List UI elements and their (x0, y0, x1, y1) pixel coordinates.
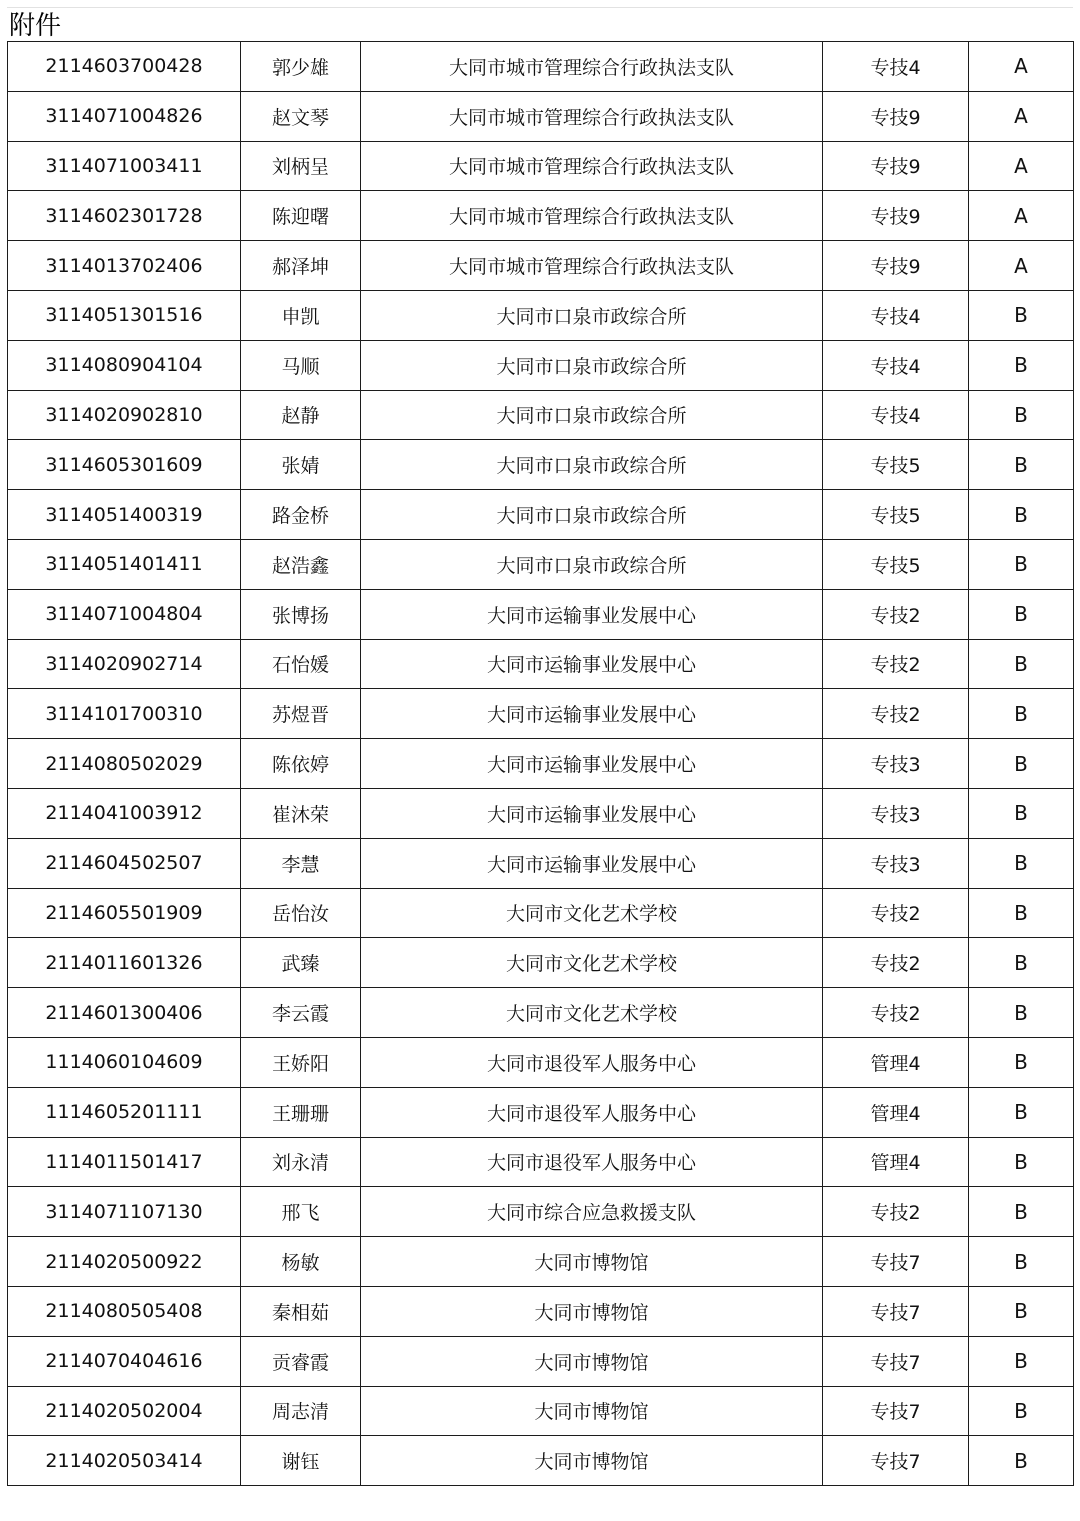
position-cell: 专技5 (823, 490, 969, 540)
employer-unit-cell: 大同市运输事业发展中心 (361, 589, 823, 639)
table-row (8, 838, 1074, 888)
employer-unit-cell: 大同市口泉市政综合所 (361, 340, 823, 390)
grade-cell: B (969, 1037, 1074, 1087)
grade-cell: B (969, 490, 1074, 540)
candidate-id-cell: 1114605201111 (8, 1087, 241, 1137)
table-row (8, 191, 1074, 241)
table-row (8, 340, 1074, 390)
grade-cell: B (969, 390, 1074, 440)
position-cell: 专技2 (823, 589, 969, 639)
candidate-name-cell: 石怡媛 (241, 639, 361, 689)
table-row (8, 290, 1074, 340)
grade-cell: B (969, 739, 1074, 789)
table-row (8, 440, 1074, 490)
candidate-id-cell: 2114080505408 (8, 1286, 241, 1336)
candidate-id-cell: 3114101700310 (8, 689, 241, 739)
candidate-id-cell: 3114602301728 (8, 191, 241, 241)
table-row (8, 1436, 1074, 1486)
grade-cell: B (969, 1237, 1074, 1287)
candidate-id-cell: 1114060104609 (8, 1037, 241, 1087)
candidate-name-cell: 赵文琴 (241, 91, 361, 141)
employer-unit-cell: 大同市城市管理综合行政执法支队 (361, 241, 823, 291)
grade-cell: A (969, 42, 1074, 92)
position-cell: 管理4 (823, 1137, 969, 1187)
employer-unit-cell: 大同市退役军人服务中心 (361, 1137, 823, 1187)
candidate-name-cell: 苏煜晋 (241, 689, 361, 739)
candidate-id-cell: 2114604502507 (8, 838, 241, 888)
candidate-name-cell: 岳怡汝 (241, 888, 361, 938)
position-cell: 专技7 (823, 1336, 969, 1386)
grade-cell: A (969, 241, 1074, 291)
employer-unit-cell: 大同市退役军人服务中心 (361, 1037, 823, 1087)
table-row (8, 938, 1074, 988)
position-cell: 专技3 (823, 739, 969, 789)
grade-cell: B (969, 440, 1074, 490)
position-cell: 专技9 (823, 191, 969, 241)
grade-cell: A (969, 91, 1074, 141)
candidate-name-cell: 谢钰 (241, 1436, 361, 1486)
candidate-name-cell: 陈迎曙 (241, 191, 361, 241)
employer-unit-cell: 大同市博物馆 (361, 1386, 823, 1436)
employer-unit-cell: 大同市运输事业发展中心 (361, 788, 823, 838)
employer-unit-cell: 大同市口泉市政综合所 (361, 290, 823, 340)
candidate-id-cell: 2114601300406 (8, 988, 241, 1038)
position-cell: 专技9 (823, 241, 969, 291)
table-row (8, 390, 1074, 440)
employer-unit-cell: 大同市文化艺术学校 (361, 888, 823, 938)
employer-unit-cell: 大同市口泉市政综合所 (361, 490, 823, 540)
grade-cell: B (969, 340, 1074, 390)
candidate-name-cell: 路金桥 (241, 490, 361, 540)
candidate-name-cell: 武臻 (241, 938, 361, 988)
candidate-name-cell: 赵浩鑫 (241, 539, 361, 589)
candidate-id-cell: 2114070404616 (8, 1336, 241, 1386)
table-row (8, 490, 1074, 540)
candidate-id-cell: 3114013702406 (8, 241, 241, 291)
position-cell: 专技9 (823, 141, 969, 191)
candidate-id-cell: 3114051401411 (8, 539, 241, 589)
employer-unit-cell: 大同市文化艺术学校 (361, 938, 823, 988)
grade-cell: B (969, 539, 1074, 589)
grade-cell: B (969, 1286, 1074, 1336)
candidate-name-cell: 郭少雄 (241, 42, 361, 92)
employer-unit-cell: 大同市博物馆 (361, 1286, 823, 1336)
candidate-name-cell: 崔沐荣 (241, 788, 361, 838)
position-cell: 专技3 (823, 838, 969, 888)
employer-unit-cell: 大同市退役军人服务中心 (361, 1087, 823, 1137)
employer-unit-cell: 大同市综合应急救援支队 (361, 1187, 823, 1237)
candidate-name-cell: 刘永清 (241, 1137, 361, 1187)
position-cell: 专技2 (823, 1187, 969, 1237)
candidate-id-cell: 2114020503414 (8, 1436, 241, 1486)
table-row (8, 888, 1074, 938)
table-row (8, 1087, 1074, 1137)
candidate-name-cell: 王珊珊 (241, 1087, 361, 1137)
grade-cell: B (969, 1137, 1074, 1187)
grade-cell: B (969, 938, 1074, 988)
roster-table (7, 41, 1074, 1486)
candidate-id-cell: 3114605301609 (8, 440, 241, 490)
position-cell: 专技2 (823, 888, 969, 938)
position-cell: 专技7 (823, 1286, 969, 1336)
employer-unit-cell: 大同市口泉市政综合所 (361, 539, 823, 589)
position-cell: 专技2 (823, 988, 969, 1038)
candidate-id-cell: 2114605501909 (8, 888, 241, 938)
table-row (8, 141, 1074, 191)
candidate-id-cell: 2114020500922 (8, 1237, 241, 1287)
candidate-name-cell: 赵静 (241, 390, 361, 440)
position-cell: 专技9 (823, 91, 969, 141)
grade-cell: B (969, 838, 1074, 888)
position-cell: 专技2 (823, 689, 969, 739)
grade-cell: B (969, 689, 1074, 739)
candidate-id-cell: 3114071004826 (8, 91, 241, 141)
employer-unit-cell: 大同市城市管理综合行政执法支队 (361, 42, 823, 92)
employer-unit-cell: 大同市运输事业发展中心 (361, 689, 823, 739)
table-row (8, 988, 1074, 1038)
position-cell: 专技4 (823, 290, 969, 340)
candidate-name-cell: 张博扬 (241, 589, 361, 639)
grade-cell: B (969, 639, 1074, 689)
attachment-heading: 附件 (9, 11, 62, 41)
position-cell: 管理4 (823, 1037, 969, 1087)
employer-unit-cell: 大同市城市管理综合行政执法支队 (361, 91, 823, 141)
candidate-name-cell: 贡睿霞 (241, 1336, 361, 1386)
position-cell: 专技2 (823, 639, 969, 689)
candidate-name-cell: 李慧 (241, 838, 361, 888)
candidate-id-cell: 2114080502029 (8, 739, 241, 789)
candidate-name-cell: 周志清 (241, 1386, 361, 1436)
employer-unit-cell: 大同市城市管理综合行政执法支队 (361, 191, 823, 241)
table-row (8, 788, 1074, 838)
table-row (8, 539, 1074, 589)
candidate-name-cell: 邢飞 (241, 1187, 361, 1237)
table-row (8, 589, 1074, 639)
table-row (8, 689, 1074, 739)
page-top-rule (7, 7, 1073, 8)
candidate-name-cell: 李云霞 (241, 988, 361, 1038)
employer-unit-cell: 大同市运输事业发展中心 (361, 739, 823, 789)
table-row (8, 639, 1074, 689)
grade-cell: B (969, 1386, 1074, 1436)
position-cell: 专技2 (823, 938, 969, 988)
roster-table-body (8, 42, 1074, 1486)
employer-unit-cell: 大同市城市管理综合行政执法支队 (361, 141, 823, 191)
candidate-name-cell: 申凯 (241, 290, 361, 340)
table-row (8, 1286, 1074, 1336)
grade-cell: B (969, 1087, 1074, 1137)
position-cell: 专技5 (823, 539, 969, 589)
grade-cell: B (969, 888, 1074, 938)
table-row (8, 42, 1074, 92)
employer-unit-cell: 大同市口泉市政综合所 (361, 390, 823, 440)
candidate-id-cell: 1114011501417 (8, 1137, 241, 1187)
table-row (8, 1237, 1074, 1287)
grade-cell: A (969, 141, 1074, 191)
table-row (8, 1037, 1074, 1087)
position-cell: 专技7 (823, 1237, 969, 1287)
grade-cell: B (969, 988, 1074, 1038)
table-row (8, 739, 1074, 789)
candidate-name-cell: 刘柄呈 (241, 141, 361, 191)
candidate-name-cell: 张婧 (241, 440, 361, 490)
candidate-id-cell: 3114051301516 (8, 290, 241, 340)
position-cell: 专技7 (823, 1386, 969, 1436)
employer-unit-cell: 大同市博物馆 (361, 1336, 823, 1386)
grade-cell: B (969, 589, 1074, 639)
employer-unit-cell: 大同市运输事业发展中心 (361, 639, 823, 689)
candidate-name-cell: 王娇阳 (241, 1037, 361, 1087)
employer-unit-cell: 大同市文化艺术学校 (361, 988, 823, 1038)
position-cell: 专技4 (823, 340, 969, 390)
candidate-id-cell: 2114011601326 (8, 938, 241, 988)
position-cell: 专技4 (823, 42, 969, 92)
table-row (8, 1187, 1074, 1237)
candidate-id-cell: 3114020902714 (8, 639, 241, 689)
candidate-id-cell: 3114071003411 (8, 141, 241, 191)
candidate-id-cell: 3114051400319 (8, 490, 241, 540)
candidate-id-cell: 2114041003912 (8, 788, 241, 838)
employer-unit-cell: 大同市运输事业发展中心 (361, 838, 823, 888)
position-cell: 专技5 (823, 440, 969, 490)
position-cell: 专技4 (823, 390, 969, 440)
candidate-name-cell: 杨敏 (241, 1237, 361, 1287)
employer-unit-cell: 大同市博物馆 (361, 1237, 823, 1287)
employer-unit-cell: 大同市口泉市政综合所 (361, 440, 823, 490)
candidate-name-cell: 陈依婷 (241, 739, 361, 789)
employer-unit-cell: 大同市博物馆 (361, 1436, 823, 1486)
candidate-id-cell: 3114071004804 (8, 589, 241, 639)
grade-cell: B (969, 1336, 1074, 1386)
candidate-id-cell: 3114020902810 (8, 390, 241, 440)
candidate-id-cell: 2114020502004 (8, 1386, 241, 1436)
table-row (8, 91, 1074, 141)
grade-cell: B (969, 1187, 1074, 1237)
candidate-name-cell: 马顺 (241, 340, 361, 390)
candidate-id-cell: 3114071107130 (8, 1187, 241, 1237)
position-cell: 专技3 (823, 788, 969, 838)
grade-cell: A (969, 191, 1074, 241)
grade-cell: B (969, 290, 1074, 340)
table-row (8, 1137, 1074, 1187)
candidate-name-cell: 郝泽坤 (241, 241, 361, 291)
position-cell: 专技7 (823, 1436, 969, 1486)
candidate-name-cell: 秦相茹 (241, 1286, 361, 1336)
table-row (8, 1386, 1074, 1436)
position-cell: 管理4 (823, 1087, 969, 1137)
candidate-id-cell: 3114080904104 (8, 340, 241, 390)
table-row (8, 1336, 1074, 1386)
grade-cell: B (969, 788, 1074, 838)
table-row (8, 241, 1074, 291)
candidate-id-cell: 2114603700428 (8, 42, 241, 92)
grade-cell: B (969, 1436, 1074, 1486)
